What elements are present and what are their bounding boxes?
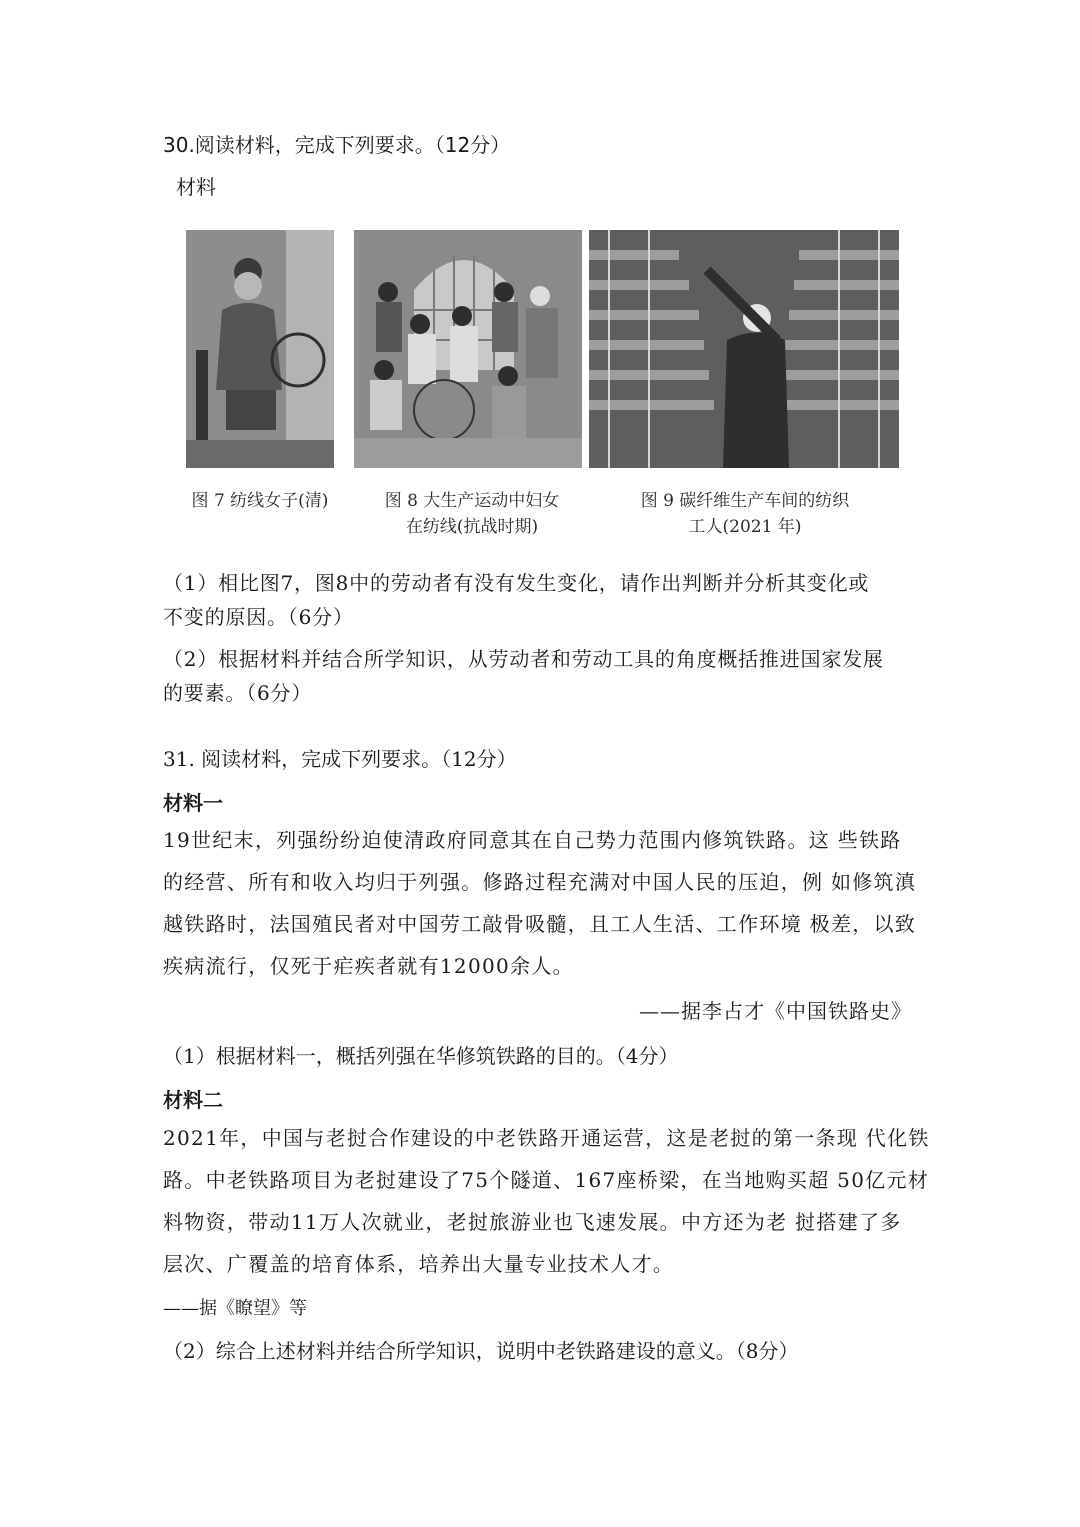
- q30-sub-question-1: [163, 566, 923, 634]
- material-2-text: [163, 1117, 930, 1285]
- q31-sub-question-2: （2）综合上述材料并结合所学知识，说明中老铁路建设的意义。（8分）: [163, 1339, 799, 1363]
- material-1-line: 19世纪末，列强纷纷迫使清政府同意其在自己势力范围内修筑铁路。这 些铁路: [163, 828, 902, 852]
- material-2-line: 2021年，中国与老挝合作建设的中老铁路开通运营，这是老挝的第一条现 代化铁: [163, 1126, 930, 1150]
- figure-9-photo: [589, 230, 899, 468]
- material-1-line: 疾病流行，仅死于疟疾者就有12000余人。: [163, 954, 574, 978]
- material-1-text: [163, 819, 923, 987]
- material-2-line: 料物资，带动11万人次就业，老挝旅游业也飞速发展。中方还为老 挝搭建了多: [163, 1210, 902, 1234]
- q30-sub-question-1-line1: （1）相比图7，图8中的劳动者有没有发生变化，请作出判断并分析其变化或: [163, 571, 870, 595]
- question-31-heading: 31. 阅读材料，完成下列要求。（12分）: [163, 747, 517, 771]
- q30-sub-question-2-line2: 的要素。（6分）: [163, 681, 313, 705]
- material-2-line: 层次、广覆盖的培育体系，培养出大量专业技术人才。: [163, 1252, 675, 1276]
- material-1-line: 越铁路时，法国殖民者对中国劳工敲骨吸髓，且工人生活、工作环境 极差，以致: [163, 912, 917, 936]
- material-2-label: 材料二: [163, 1088, 223, 1112]
- figure-9-caption-line1: 图 9 碳纤维生产车间的纺织: [640, 491, 850, 511]
- material-1-label: 材料一: [163, 791, 223, 815]
- material-2-line: 路。中老铁路项目为老挝建设了75个隧道、167座桥梁，在当地购买超 50亿元材: [163, 1168, 930, 1192]
- figure-8-caption-line2: 在纺线(抗战时期): [405, 517, 539, 537]
- material-label: 材料: [176, 175, 216, 199]
- figure-7-photo: [186, 230, 334, 468]
- figure-8-caption-line1: 图 8 大生产运动中妇女: [384, 491, 560, 511]
- figure-7-caption: 图 7 纺线女子(清): [191, 491, 329, 511]
- q31-sub-question-1: （1）根据材料一，概括列强在华修筑铁路的目的。（4分）: [163, 1044, 679, 1068]
- material-1-source: ——据李占才《中国铁路史》: [639, 999, 912, 1023]
- q30-sub-question-2: [163, 642, 923, 710]
- material-2-source: ——据《瞭望》等: [163, 1298, 307, 1319]
- figure-9-caption-line2: 工人(2021 年): [688, 517, 802, 537]
- material-1-line: 的经营、所有和收入均归于列强。修路过程充满对中国人民的压迫，例 如修筑滇: [163, 870, 917, 894]
- q30-sub-question-1-line2: 不变的原因。（6分）: [163, 605, 354, 629]
- figure-8-photo: [354, 230, 582, 468]
- q30-sub-question-2-line1: （2）根据材料并结合所学知识，从劳动者和劳动工具的角度概括推进国家发展: [163, 647, 884, 671]
- question-30-heading: 30.阅读材料，完成下列要求。（12分）: [163, 133, 511, 157]
